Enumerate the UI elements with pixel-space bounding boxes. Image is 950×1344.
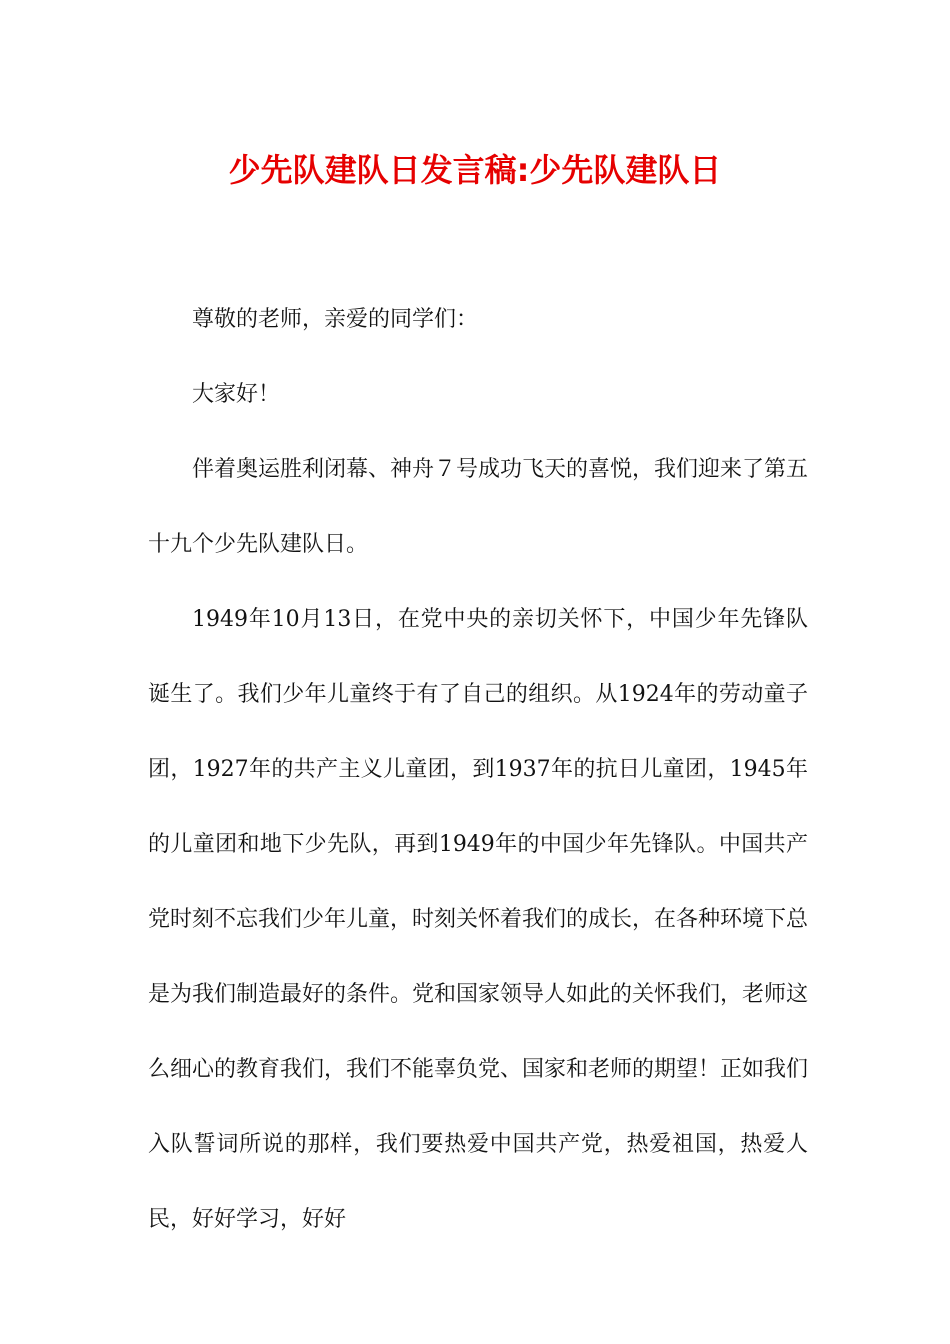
document-body [148,282,808,1257]
body-paragraph: 1949年10月13日，在党中央的亲切关怀下，中国少年先锋队诞生了。我们少年儿童终于有了自己的组织。从1924年的劳动童子团，1927年的共产主义儿童团，到1937年的抗日儿童团，1945年的儿童团和地下少先队，再到1949年的中国少年先锋队。中国共产党时刻不忘我们少年儿童，时刻关怀着我们的成长，在各种环境下总是为我们制造最好的条件。党和国家领导人如此的关怀我们，老师这么细心的教育我们，我们不能辜负党、国家和老师的期望！正如我们入队誓词所说的那样，我们要热爱中国共产党，热爱祖国，热爱人民，好好学习，好好 [148,607,809,1232]
document-title: 少先队建队日发言稿:少先队建队日 [228,151,722,189]
salutation-paragraph: 尊敬的老师，亲爱的同学们： [192,307,479,332]
body-paragraph: 伴着奥运胜利闭幕、神舟７号成功飞天的喜悦，我们迎来了第五十九个少先队建队日。 [148,457,809,557]
greeting-paragraph: 大家好！ [192,382,281,407]
